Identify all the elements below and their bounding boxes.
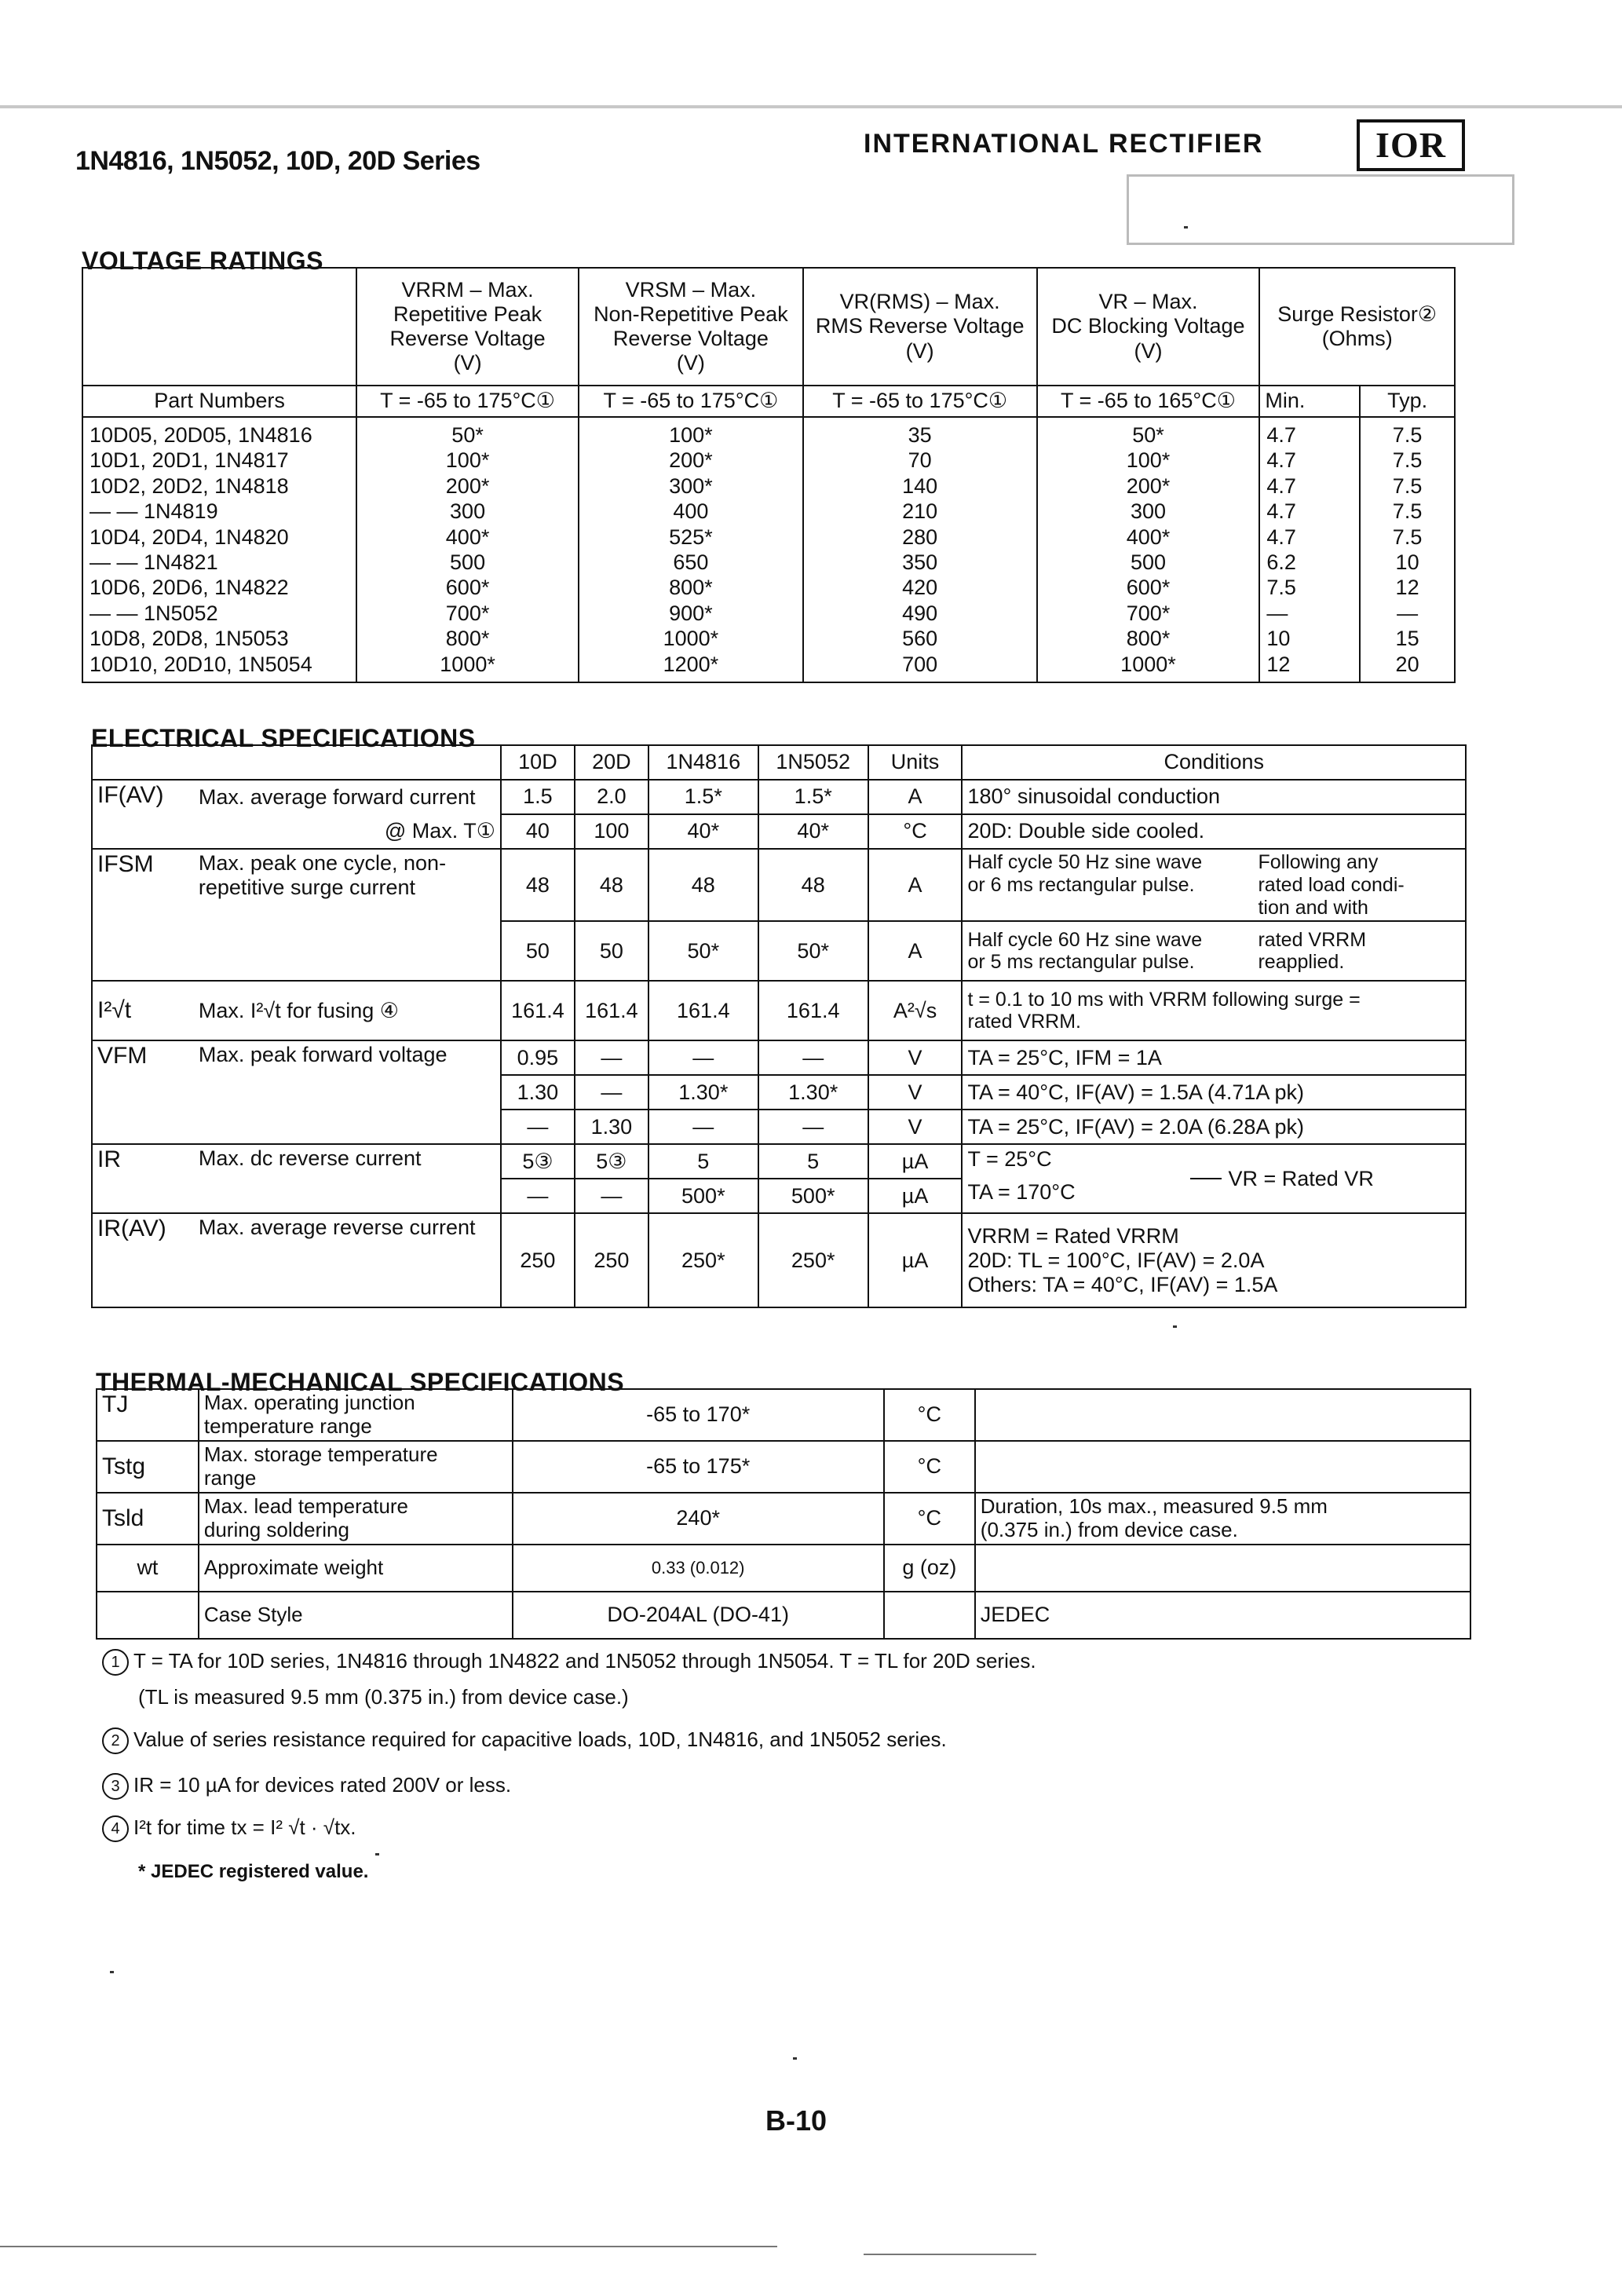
unit: A bbox=[868, 780, 963, 814]
value-wt: 0.33 (0.012) bbox=[513, 1545, 884, 1592]
unit: µA bbox=[868, 1144, 963, 1179]
header-vrsm: VRSM – Max. Non-Repetitive Peak Reverse Voltage (V) bbox=[579, 268, 803, 386]
value: — bbox=[758, 1040, 868, 1075]
value: 500* bbox=[758, 1179, 868, 1213]
value: 1.30* bbox=[758, 1075, 868, 1110]
desc-vfm: Max. peak forward voltage bbox=[194, 1040, 501, 1144]
vrrm-values: 50* 100* 200* 300 400* 500 600* 700* 800* 1000* bbox=[356, 417, 579, 682]
footnote-3 bbox=[102, 1773, 511, 1800]
value: — bbox=[648, 1040, 758, 1075]
value: — bbox=[575, 1075, 648, 1110]
condition-ifsm-2 bbox=[962, 921, 1466, 981]
symbol-wt: wt bbox=[97, 1545, 199, 1592]
unit: A bbox=[868, 849, 963, 921]
symbol-vfm: VFM bbox=[92, 1040, 194, 1144]
part-numbers-list: 10D05, 20D05, 1N4816 10D1, 20D1, 1N4817 10D2, 20D2, 1N4818 — — 1N4819 10D4, 20D4, 1N4820 — — 1N4821 10D6, 20D6, 1N4822 — — 1N5052 10D8, 20D8, 1N5053 10D10, 20D10, 1N5054 bbox=[82, 417, 356, 682]
value: 161.4 bbox=[758, 981, 868, 1040]
condition: TA = 25°C, IFM = 1A bbox=[962, 1040, 1466, 1075]
condition-text: VR = Rated VR bbox=[1228, 1166, 1374, 1190]
desc-tsld: Max. lead temperature during soldering bbox=[199, 1493, 513, 1545]
condition: t = 0.1 to 10 ms with VRRM following surge = rated VRRM. bbox=[962, 981, 1466, 1040]
electrical-specs-title: ELECTRICAL SPECIFICATIONS bbox=[91, 724, 476, 752]
cond-vrsm: T = -65 to 175°C① bbox=[579, 386, 803, 417]
surge-min-values: 4.7 4.7 4.7 4.7 4.7 6.2 7.5 — 10 12 bbox=[1259, 417, 1360, 682]
unit: A bbox=[868, 921, 963, 981]
condition-text: Following any rated load condi- tion and with bbox=[1258, 851, 1405, 919]
vrsm-values: 100* 200* 300* 400 525* 650 800* 900* 1000* 1200* bbox=[579, 417, 803, 682]
unit: V bbox=[868, 1110, 963, 1144]
footnote-marker: 3 bbox=[102, 1773, 129, 1800]
cond-vrms: T = -65 to 175°C① bbox=[803, 386, 1037, 417]
scan-artifact-dot bbox=[110, 1971, 114, 1973]
cond-tstg bbox=[975, 1441, 1470, 1493]
desc-i2t: Max. I²√t for fusing ④ bbox=[194, 981, 501, 1040]
desc-ifav-temp: @ Max. T① bbox=[194, 814, 501, 849]
unit: A²√s bbox=[868, 981, 963, 1040]
footnote-text: T = TA for 10D series, 1N4816 through 1N4822 and 1N5052 through 1N5054. T = TL for 20D series. bbox=[133, 1649, 1036, 1673]
header-20d: 20D bbox=[575, 745, 648, 780]
symbol-irav: IR(AV) bbox=[92, 1213, 194, 1307]
desc-tstg: Max. storage temperature range bbox=[199, 1441, 513, 1493]
value: 161.4 bbox=[575, 981, 648, 1040]
condition-text: Half cycle 50 Hz sine wave or 6 ms rectangular pulse. bbox=[967, 851, 1203, 896]
page-number: B-10 bbox=[765, 2104, 827, 2137]
value: 1.5* bbox=[758, 780, 868, 814]
condition: TA = 25°C, IF(AV) = 2.0A (6.28A pk) bbox=[962, 1110, 1466, 1144]
unit-wt: g (oz) bbox=[884, 1545, 975, 1592]
electrical-specs-table bbox=[91, 744, 1467, 1308]
unit: °C bbox=[868, 814, 963, 849]
value: — bbox=[501, 1110, 575, 1144]
cond-case: JEDEC bbox=[975, 1592, 1470, 1639]
value: — bbox=[575, 1179, 648, 1213]
symbol-ir: IR bbox=[92, 1144, 194, 1213]
desc-ifav: Max. average forward current bbox=[194, 780, 501, 814]
unit: V bbox=[868, 1040, 963, 1075]
scan-artifact-line bbox=[0, 2246, 777, 2247]
scan-artifact-dot bbox=[793, 2057, 797, 2060]
cond-tsld: Duration, 10s max., measured 9.5 mm (0.375 in.) from device case. bbox=[975, 1493, 1470, 1545]
symbol-case bbox=[97, 1592, 199, 1639]
value: 48 bbox=[648, 849, 758, 921]
header-surge: Surge Resistor② (Ohms) bbox=[1259, 268, 1455, 386]
value: 50 bbox=[501, 921, 575, 981]
value: 250 bbox=[575, 1213, 648, 1307]
value: 250 bbox=[501, 1213, 575, 1307]
value: 50* bbox=[648, 921, 758, 981]
symbol-tstg: Tstg bbox=[97, 1441, 199, 1493]
scan-artifact-dot bbox=[375, 1853, 379, 1855]
value: 1.30 bbox=[501, 1075, 575, 1110]
condition-text: Half cycle 60 Hz sine wave or 5 ms rectangular pulse. bbox=[967, 928, 1203, 974]
value: 500* bbox=[648, 1179, 758, 1213]
condition-ir bbox=[962, 1144, 1466, 1213]
footnote-text: IR = 10 µA for devices rated 200V or less. bbox=[133, 1773, 512, 1797]
condition-text: T = 25°C bbox=[967, 1147, 1052, 1172]
vr-values: 50* 100* 200* 300 400* 500 600* 700* 800* 1000* bbox=[1037, 417, 1260, 682]
value: — bbox=[575, 1040, 648, 1075]
scan-artifact-dot bbox=[1184, 226, 1188, 229]
value-tj: -65 to 170* bbox=[513, 1389, 884, 1441]
unit: V bbox=[868, 1075, 963, 1110]
value: 1.30 bbox=[575, 1110, 648, 1144]
series-title: 1N4816, 1N5052, 10D, 20D Series bbox=[75, 146, 480, 176]
value: 5 bbox=[758, 1144, 868, 1179]
thermal-specs-table bbox=[96, 1388, 1471, 1640]
value: 5③ bbox=[501, 1144, 575, 1179]
cond-tj bbox=[975, 1389, 1470, 1441]
value: 40* bbox=[758, 814, 868, 849]
unit: µA bbox=[868, 1213, 963, 1307]
value-tstg: -65 to 175* bbox=[513, 1441, 884, 1493]
symbol-tj: TJ bbox=[97, 1389, 199, 1441]
value: 1.5 bbox=[501, 780, 575, 814]
value-tsld: 240* bbox=[513, 1493, 884, 1545]
value: 5③ bbox=[575, 1144, 648, 1179]
value: 250* bbox=[648, 1213, 758, 1307]
header-units: Units bbox=[868, 745, 963, 780]
footnote-marker: 2 bbox=[102, 1727, 129, 1754]
surge-typ-values: 7.5 7.5 7.5 7.5 7.5 10 12 — 15 20 bbox=[1360, 417, 1455, 682]
value-case: DO-204AL (DO-41) bbox=[513, 1592, 884, 1639]
condition: TA = 40°C, IF(AV) = 1.5A (4.71A pk) bbox=[962, 1075, 1466, 1110]
header-conditions: Conditions bbox=[962, 745, 1466, 780]
value: 50* bbox=[758, 921, 868, 981]
value: 1.30* bbox=[648, 1075, 758, 1110]
header-vrms: VR(RMS) – Max. RMS Reverse Voltage (V) bbox=[803, 268, 1037, 386]
scan-artifact-line bbox=[864, 2254, 1036, 2255]
footnote-marker: 1 bbox=[102, 1649, 129, 1676]
brand-name: INTERNATIONAL RECTIFIER bbox=[864, 129, 1264, 159]
header-vr: VR – Max. DC Blocking Voltage (V) bbox=[1037, 268, 1260, 386]
value: 5 bbox=[648, 1144, 758, 1179]
header-1n5052: 1N5052 bbox=[758, 745, 868, 780]
value: 48 bbox=[501, 849, 575, 921]
top-scan-edge bbox=[0, 105, 1622, 108]
symbol-i2t: I²√t bbox=[92, 981, 194, 1040]
voltage-ratings-title: VOLTAGE RATINGS bbox=[82, 247, 323, 275]
condition-ifsm-1 bbox=[962, 849, 1466, 921]
condition: 20D: Double side cooled. bbox=[962, 814, 1466, 849]
condition-text: TA = 170°C bbox=[967, 1180, 1076, 1205]
unit-tstg: °C bbox=[884, 1441, 975, 1493]
value: — bbox=[501, 1179, 575, 1213]
symbol-ifsm: IFSM bbox=[92, 849, 194, 981]
footnote-text: Value of series resistance required for capacitive loads, 10D, 1N4816, and 1N5052 series. bbox=[133, 1727, 947, 1751]
value: 40* bbox=[648, 814, 758, 849]
desc-wt: Approximate weight bbox=[199, 1545, 513, 1592]
unit-case bbox=[884, 1592, 975, 1639]
header-vrrm: VRRM – Max. Repetitive Peak Reverse Voltage (V) bbox=[356, 268, 579, 386]
unit-tj: °C bbox=[884, 1389, 975, 1441]
ior-logo: IOR bbox=[1357, 119, 1465, 171]
value: 161.4 bbox=[648, 981, 758, 1040]
footnote-text: I²t for time tx = I² √t · √tx. bbox=[133, 1815, 356, 1839]
stamp-box bbox=[1127, 174, 1514, 245]
header-typ: Typ. bbox=[1360, 386, 1455, 417]
value: 161.4 bbox=[501, 981, 575, 1040]
header-blank bbox=[82, 268, 356, 386]
footnote-1-cont: (TL is measured 9.5 mm (0.375 in.) from device case.) bbox=[138, 1685, 629, 1709]
header-min: Min. bbox=[1259, 386, 1360, 417]
value: 2.0 bbox=[575, 780, 648, 814]
footnote-2 bbox=[102, 1727, 947, 1754]
bracket-line bbox=[1190, 1178, 1222, 1179]
value: 40 bbox=[501, 814, 575, 849]
unit-tsld: °C bbox=[884, 1493, 975, 1545]
value: 250* bbox=[758, 1213, 868, 1307]
desc-tj: Max. operating junction temperature range bbox=[199, 1389, 513, 1441]
footnote-1 bbox=[102, 1649, 1036, 1676]
header-1n4816: 1N4816 bbox=[648, 745, 758, 780]
desc-ir: Max. dc reverse current bbox=[194, 1144, 501, 1213]
condition-text: rated VRRM reapplied. bbox=[1258, 928, 1367, 974]
footnote-4 bbox=[102, 1815, 356, 1842]
value: 0.95 bbox=[501, 1040, 575, 1075]
cond-vr: T = -65 to 165°C① bbox=[1037, 386, 1260, 417]
desc-irav: Max. average reverse current bbox=[194, 1213, 501, 1307]
value: 100 bbox=[575, 814, 648, 849]
voltage-ratings-table bbox=[82, 267, 1456, 683]
header-part-numbers: Part Numbers bbox=[82, 386, 356, 417]
scan-artifact-dot bbox=[1173, 1325, 1177, 1328]
cond-wt bbox=[975, 1545, 1470, 1592]
thermal-specs-title: THERMAL-MECHANICAL SPECIFICATIONS bbox=[96, 1368, 625, 1396]
footnote-marker: 4 bbox=[102, 1815, 129, 1842]
desc-case: Case Style bbox=[199, 1592, 513, 1639]
desc-ifsm: Max. peak one cycle, non- repetitive surge current bbox=[194, 849, 501, 981]
symbol-tsld: Tsld bbox=[97, 1493, 199, 1545]
value: 48 bbox=[575, 849, 648, 921]
jedec-note: * JEDEC registered value. bbox=[138, 1861, 369, 1882]
condition: 180° sinusoidal conduction bbox=[962, 780, 1466, 814]
value: 1.5* bbox=[648, 780, 758, 814]
value: 50 bbox=[575, 921, 648, 981]
condition: VRRM = Rated VRRM 20D: TL = 100°C, IF(AV) = 2.0A Others: TA = 40°C, IF(AV) = 1.5A bbox=[962, 1213, 1466, 1307]
unit: µA bbox=[868, 1179, 963, 1213]
symbol-ifav: IF(AV) bbox=[92, 780, 194, 849]
value: — bbox=[758, 1110, 868, 1144]
header-blank bbox=[92, 745, 501, 780]
vrms-values: 35 70 140 210 280 350 420 490 560 700 bbox=[803, 417, 1037, 682]
cond-vrrm: T = -65 to 175°C① bbox=[356, 386, 579, 417]
value: — bbox=[648, 1110, 758, 1144]
value: 48 bbox=[758, 849, 868, 921]
header-10d: 10D bbox=[501, 745, 575, 780]
